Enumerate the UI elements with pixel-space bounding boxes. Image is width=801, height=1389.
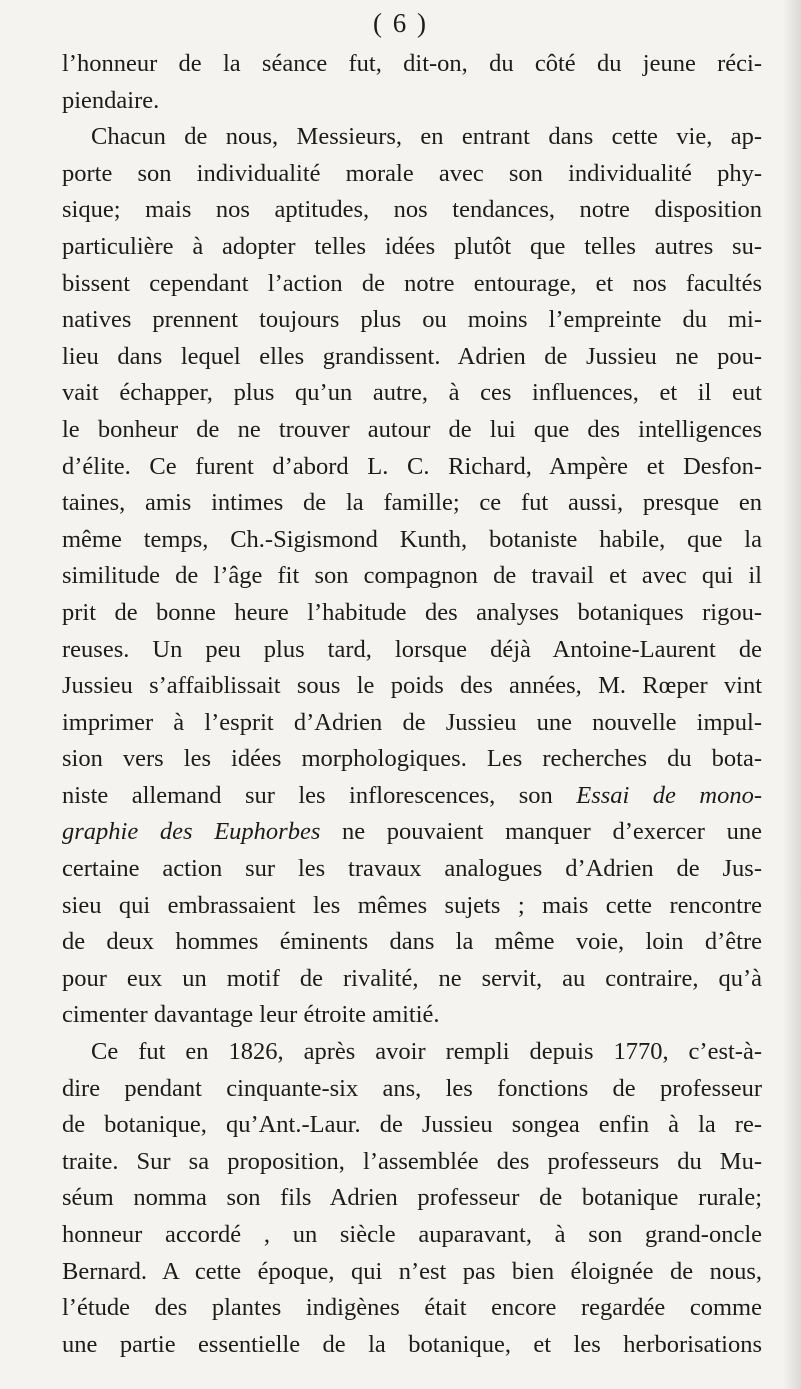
line-text: ne pouvaient manquer d’exercer une (320, 818, 762, 846)
line-text: niste allemand sur les inflorescences, son (62, 781, 577, 809)
line-text: sion vers les idées morphologiques. Les recherches du bota- (62, 745, 762, 773)
body-text (62, 46, 762, 1363)
line-text: traite. Sur sa proposition, l’assemblée des professeurs du Mu- (62, 1147, 762, 1175)
text-line (62, 192, 762, 229)
text-line (62, 449, 762, 486)
italic-title-text: graphie des Euphorbes (62, 818, 321, 846)
text-line (62, 558, 762, 595)
text-line (62, 924, 762, 961)
text-line (62, 1034, 762, 1071)
text-line (62, 778, 762, 815)
line-text: de deux hommes éminents dans la même voie, loin d’être (62, 928, 762, 956)
text-line (62, 266, 762, 303)
text-line (62, 339, 762, 376)
line-text: certaine action sur les travaux analogues d’Adrien de Jus- (62, 855, 762, 883)
page-number: ( 6 ) (373, 8, 428, 38)
line-text: natives prennent toujours plus ou moins l’empreinte du mi- (62, 306, 762, 334)
text-line (62, 1217, 762, 1254)
text-line (62, 595, 762, 632)
line-text: imprimer à l’esprit d’Adrien de Jussieu une nouvelle impul- (62, 708, 762, 736)
text-line (62, 302, 762, 339)
text-line (62, 1144, 762, 1181)
line-text: lieu dans lequel elles grandissent. Adrien de Jussieu ne pou- (62, 342, 762, 370)
italic-title-text: Essai de mono- (576, 781, 762, 809)
line-text: prit de bonne heure l’habitude des analyses botaniques rigou- (62, 598, 762, 626)
line-text: sique; mais nos aptitudes, nos tendances, notre disposition (62, 196, 762, 224)
text-line (62, 83, 762, 120)
text-line (62, 1180, 762, 1217)
text-line (62, 1107, 762, 1144)
text-line (62, 485, 762, 522)
line-text: séum nomma son fils Adrien professeur de botanique rurale; (62, 1184, 762, 1212)
line-text: honneur accordé , un siècle auparavant, à son grand-oncle (62, 1221, 762, 1248)
text-line (62, 229, 762, 266)
line-text: porte son individualité morale avec son individualité phy- (62, 159, 762, 187)
text-line (62, 888, 762, 925)
line-text: reuses. Un peu plus tard, lorsque déjà Antoine-Laurent de (62, 635, 762, 663)
line-text: piendaire. (62, 86, 160, 114)
text-line (62, 997, 762, 1034)
line-text: d’élite. Ce furent d’abord L. C. Richard, Ampère et Desfon- (62, 452, 762, 480)
page-edge-shadow (783, 0, 801, 1389)
text-line (62, 741, 762, 778)
line-text: similitude de l’âge fit son compagnon de travail et avec qui il (62, 562, 762, 590)
line-text: une partie essentielle de la botanique, et les herborisations (62, 1330, 762, 1358)
line-text: l’honneur de la séance fut, dit-on, du côté du jeune réci- (62, 50, 762, 77)
line-text: taines, amis intimes de la famille; ce fut aussi, presque en (62, 489, 762, 517)
line-text: pour eux un motif de rivalité, ne servit, au contraire, qu’à (62, 964, 762, 992)
line-text: dire pendant cinquante-six ans, les fonctions de professeur (62, 1074, 762, 1102)
text-line (62, 46, 762, 83)
text-line (62, 522, 762, 559)
text-line (62, 851, 762, 888)
text-line (62, 412, 762, 449)
text-line (62, 814, 762, 851)
line-text: l’étude des plantes indigènes était encore regardée comme (62, 1294, 762, 1322)
text-line (62, 1290, 762, 1327)
line-text: Ce fut en 1826, après avoir rempli depuis 1770, c’est-à- (91, 1038, 762, 1066)
text-line (62, 156, 762, 193)
text-line (62, 961, 762, 998)
text-line (62, 1071, 762, 1108)
text-line (62, 668, 762, 705)
text-line (62, 1327, 762, 1364)
text-line (62, 375, 762, 412)
line-text: particulière à adopter telles idées plutôt que telles autres su- (62, 232, 762, 260)
text-line (62, 1254, 762, 1291)
line-text: cimenter davantage leur étroite amitié. (62, 1001, 440, 1029)
line-text: Jussieu s’affaiblissait sous le poids des années, M. Rœper vint (62, 672, 762, 700)
line-text: vait échapper, plus qu’un autre, à ces influences, et il eut (62, 379, 762, 407)
text-line (62, 119, 762, 156)
line-text: sieu qui embrassaient les mêmes sujets ; mais cette rencontre (62, 891, 762, 919)
text-line (62, 705, 762, 742)
line-text: Bernard. A cette époque, qui n’est pas bien éloignée de nous, (62, 1257, 762, 1285)
text-line (62, 632, 762, 669)
line-text: bissent cependant l’action de notre entourage, et nos facultés (62, 269, 762, 297)
line-text: le bonheur de ne trouver autour de lui que des intelligences (62, 415, 762, 443)
line-text: Chacun de nous, Messieurs, en entrant dans cette vie, ap- (91, 123, 762, 151)
line-text: de botanique, qu’Ant.-Laur. de Jussieu songea enfin à la re- (62, 1111, 762, 1139)
line-text: même temps, Ch.-Sigismond Kunth, botaniste habile, que la (62, 525, 762, 553)
